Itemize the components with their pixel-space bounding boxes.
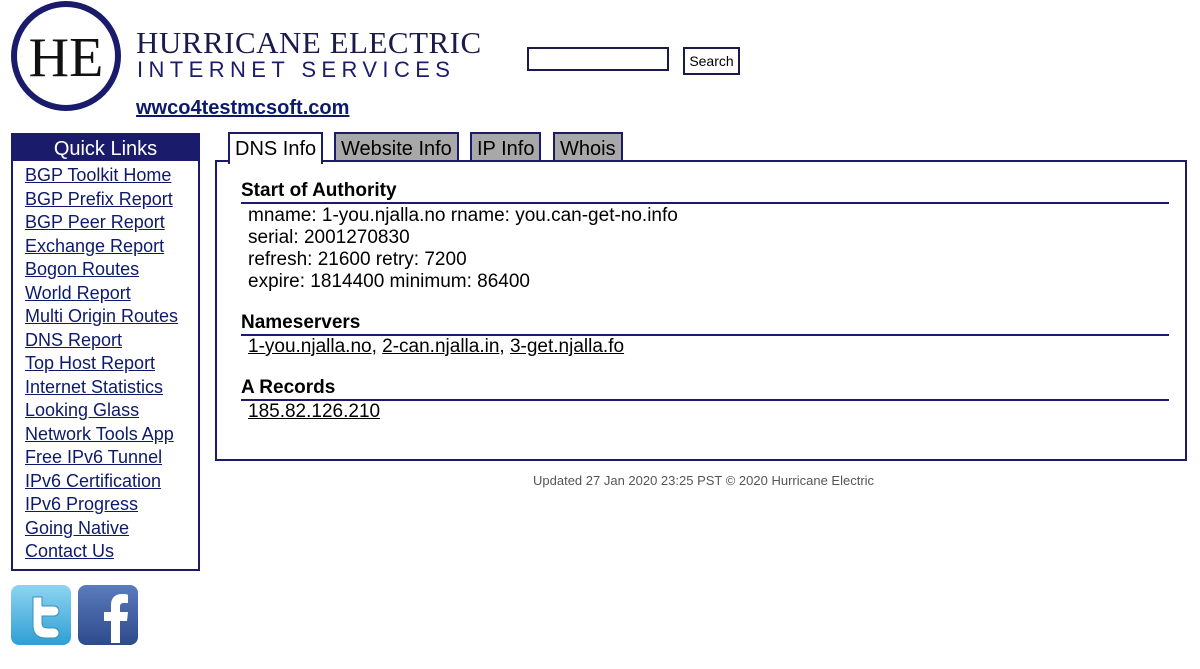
footer-updated: Updated 27 Jan 2020 23:25 PST © 2020 Hurricane Electric [533, 473, 875, 488]
quick-link-top-host-report[interactable]: Top Host Report [25, 353, 156, 373]
quick-link-item [25, 540, 198, 564]
nameservers-list [248, 336, 624, 358]
section-divider [241, 399, 1169, 401]
twitter-icon[interactable] [11, 585, 71, 645]
a-record-link[interactable]: 185.82.126.210 [248, 401, 381, 422]
tab-dns-info[interactable]: DNS Info [228, 132, 323, 164]
quick-link-item [25, 376, 198, 400]
quick-link-ipv6-certification[interactable]: IPv6 Certification [25, 470, 162, 491]
quick-link-item [25, 282, 198, 306]
quick-link-bgp-peer-report[interactable]: BGP Peer Report [25, 212, 165, 232]
soa-heading: Start of Authority [241, 180, 397, 201]
quick-link-item [25, 329, 198, 353]
quick-links-title: Quick Links [13, 135, 198, 161]
search-button[interactable]: Search [683, 47, 740, 75]
brand-line-1: HURRICANE ELECTRIC [136, 25, 482, 60]
quick-link-item [25, 517, 198, 541]
tab-ip-info[interactable]: IP Info [470, 132, 541, 162]
quick-links-box [11, 133, 200, 571]
facebook-icon[interactable] [78, 585, 138, 645]
quick-link-bgp-toolkit-home[interactable]: BGP Toolkit Home [25, 165, 172, 185]
separator: , [499, 336, 510, 357]
quick-link-item [25, 235, 198, 259]
quick-link-item [25, 399, 198, 423]
dns-info-panel [215, 160, 1187, 461]
quick-link-going-native[interactable]: Going Native [25, 517, 130, 538]
quick-links-list [13, 161, 198, 564]
quick-link-item [25, 164, 198, 188]
quick-link-looking-glass[interactable]: Looking Glass [25, 400, 140, 420]
nameserver-link[interactable]: 3-get.njalla.fo [509, 336, 625, 357]
nameserver-link[interactable]: 2-can.njalla.in [382, 336, 500, 357]
quick-link-item [25, 470, 198, 494]
quick-link-item [25, 211, 198, 235]
quick-link-bgp-prefix-report[interactable]: BGP Prefix Report [25, 188, 173, 209]
a-records-heading: A Records [241, 377, 336, 398]
quick-link-item [25, 188, 198, 212]
quick-link-multi-origin-routes[interactable]: Multi Origin Routes [25, 306, 179, 326]
nameserver-link[interactable]: 1-you.njalla.no [248, 336, 372, 357]
quick-link-item [25, 305, 198, 329]
logo-letters: HE [28, 27, 104, 89]
a-records-list [248, 401, 380, 423]
quick-link-world-report[interactable]: World Report [25, 282, 131, 303]
brand-line-2: INTERNET SERVICES [137, 57, 456, 82]
quick-link-item [25, 352, 198, 376]
soa-line: expire: 1814400 minimum: 86400 [248, 271, 531, 292]
he-logo[interactable] [10, 0, 122, 112]
quick-link-free-ipv6-tunnel[interactable]: Free IPv6 Tunnel [25, 447, 163, 467]
quick-link-ipv6-progress[interactable]: IPv6 Progress [25, 494, 139, 514]
quick-link-item [25, 423, 198, 447]
tab-whois[interactable]: Whois [553, 132, 623, 162]
quick-link-network-tools-app[interactable]: Network Tools App [25, 423, 174, 444]
search-input[interactable] [527, 47, 669, 71]
soa-line: serial: 2001270830 [248, 227, 410, 248]
quick-link-dns-report[interactable]: DNS Report [25, 329, 123, 350]
quick-link-internet-statistics[interactable]: Internet Statistics [25, 376, 164, 397]
quick-link-bogon-routes[interactable]: Bogon Routes [25, 259, 140, 279]
tab-website-info[interactable]: Website Info [334, 132, 459, 162]
quick-link-exchange-report[interactable]: Exchange Report [25, 235, 165, 256]
quick-link-item [25, 258, 198, 282]
domain-link[interactable]: wwco4testmcsoft.com [136, 97, 350, 119]
brand-name [136, 27, 482, 81]
nameservers-heading: Nameservers [241, 312, 361, 333]
soa-line: mname: 1-you.njalla.no rname: you.can-get-no.info [248, 205, 678, 226]
section-divider [241, 202, 1169, 204]
soa-line: refresh: 21600 retry: 7200 [248, 249, 467, 270]
quick-link-item [25, 446, 198, 470]
quick-link-item [25, 493, 198, 517]
quick-link-contact-us[interactable]: Contact Us [25, 541, 115, 561]
separator: , [371, 336, 383, 357]
